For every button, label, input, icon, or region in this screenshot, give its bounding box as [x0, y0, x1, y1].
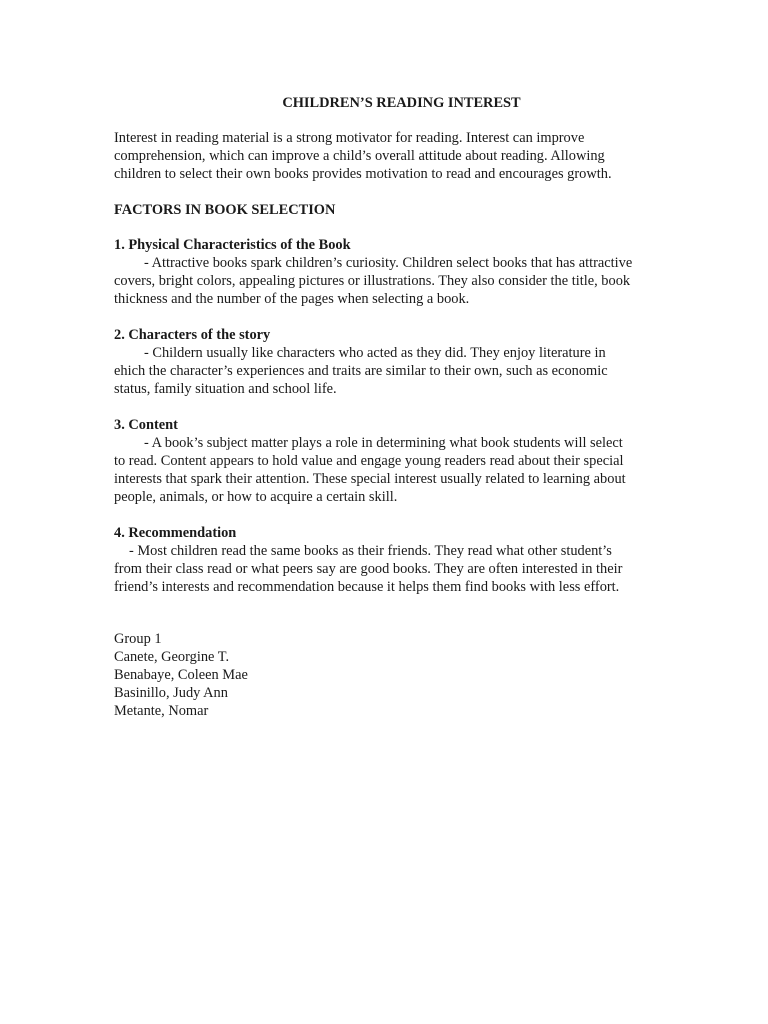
- factor-line: - Childern usually like characters who acted as they did. They enjoy literature in: [144, 345, 606, 361]
- intro-paragraph: [114, 129, 659, 183]
- factor-line: thickness and the number of the pages when selecting a book.: [114, 291, 470, 307]
- factor-heading: 2. Characters of the story: [114, 327, 271, 343]
- group-member: Benabaye, Coleen Mae: [114, 667, 248, 683]
- factor-line: ehich the character’s experiences and traits are similar to their own, such as economic: [114, 363, 608, 379]
- factor-section: [114, 326, 659, 398]
- factor-line: - Most children read the same books as their friends. They read what other student’s: [129, 543, 612, 559]
- document-content: [114, 94, 659, 720]
- group-member: Metante, Nomar: [114, 703, 209, 719]
- factor-line: - Attractive books spark children’s curiosity. Children select books that has attractive: [144, 255, 633, 271]
- group-member: Basinillo, Judy Ann: [114, 685, 228, 701]
- group-label: Group 1: [114, 631, 162, 647]
- intro-line: children to select their own books provides motivation to read and encourages growth.: [114, 166, 612, 182]
- factor-heading: 1. Physical Characteristics of the Book: [114, 237, 351, 253]
- factor-line: interests that spark their attention. These special interest usually related to learning about: [114, 471, 626, 487]
- factor-section: [114, 524, 659, 596]
- factor-line: people, animals, or how to acquire a certain skill.: [114, 489, 398, 505]
- factor-line: friend’s interests and recommendation because it helps them find books with less effort.: [114, 579, 620, 595]
- group-members: [114, 630, 659, 720]
- intro-line: comprehension, which can improve a child’s overall attitude about reading. Allowing: [114, 148, 605, 164]
- factor-line: status, family situation and school life.: [114, 381, 337, 397]
- factor-line: covers, bright colors, appealing pictures or illustrations. They also consider the title, book: [114, 273, 631, 289]
- factor-section: [114, 416, 659, 506]
- factor-line: to read. Content appears to hold value and engage young readers read about their special: [114, 453, 624, 469]
- factor-heading: 4. Recommendation: [114, 525, 237, 541]
- intro-line: Interest in reading material is a strong motivator for reading. Interest can improve: [114, 130, 585, 146]
- document-title: CHILDREN’S READING INTEREST: [282, 95, 521, 111]
- factor-heading: 3. Content: [114, 417, 178, 433]
- factors-heading: FACTORS IN BOOK SELECTION: [114, 202, 336, 218]
- group-member: Canete, Georgine T.: [114, 649, 230, 665]
- factor-line: - A book’s subject matter plays a role in determining what book students will select: [144, 435, 623, 451]
- factor-section: [114, 236, 659, 308]
- factor-line: from their class read or what peers say are good books. They are often interested in their: [114, 561, 623, 577]
